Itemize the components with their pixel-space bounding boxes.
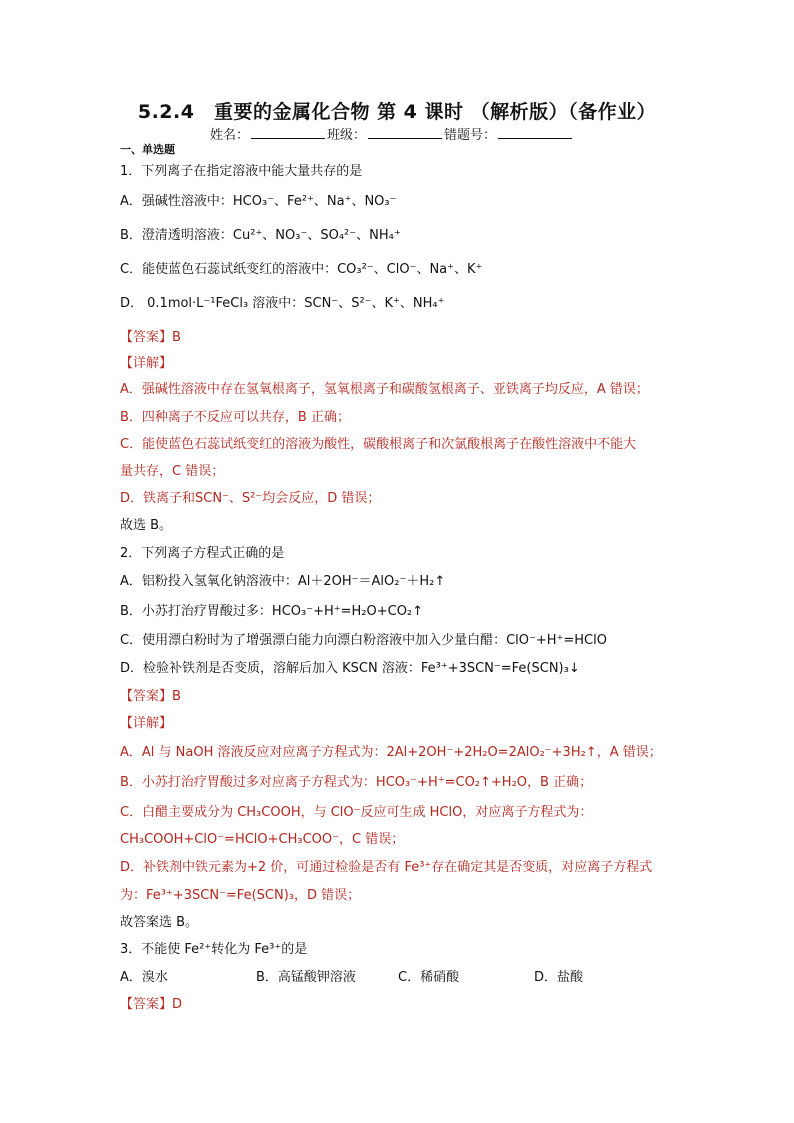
q2-explain-d-line2: 为：Fe³⁺+3SCN⁻=Fe(SCN)₃，D 错误； [120,888,361,903]
q3-answer: 【答案】D [120,997,183,1012]
q2-explain-c-line2: CH₃COOH+ClO⁻=HClO+CH₃COO⁻，C 错误； [120,832,405,847]
q1-answer: 【答案】B [120,330,181,345]
q2-conclusion: 故答案选 B。 [120,915,199,930]
q1-option-b: B．澄清透明溶液：Cu²⁺、NO₃⁻、SO₄²⁻、NH₄⁺ [120,228,401,243]
class-label: 班级： [327,128,367,143]
question-3: 3．不能使 Fe²⁺转化为 Fe³⁺的是 [120,942,308,957]
q1-explain-c-line2: 量共存，C 错误； [120,464,225,479]
q1-detail-heading: 【详解】 [120,356,173,371]
wrong-number-blank [498,126,572,139]
name-blank [251,126,325,139]
q2-option-d: D．检验补铁剂是否变质，溶解后加入 KSCN 溶液：Fe³⁺+3SCN⁻=Fe(SCN)₃↓ [120,661,580,676]
q1-conclusion: 故选 B。 [120,518,173,533]
question-2: 2．下列离子方程式正确的是 [120,546,285,561]
page-title: 5.2.4 重要的金属化合物 第 4 课时 （解析版）（备作业） [137,101,657,123]
q3-option-b: B．高锰酸钾溶液 [256,970,356,985]
q1-explain-d: D．铁离子和SCN⁻、S²⁻均会反应，D 错误； [120,491,381,506]
class-blank [368,126,442,139]
section-heading: 一、单选题 [120,143,175,156]
q2-detail-heading: 【详解】 [120,716,173,731]
q1-explain-c-line1: C．能使蓝色石蕊试纸变红的溶液为酸性，碳酸根离子和次氯酸根离子在酸性溶液中不能大 [120,437,637,452]
q1-option-a: A．强碱性溶液中：HCO₃⁻、Fe²⁺、Na⁺、NO₃⁻ [120,194,397,209]
q1-explain-b: B．四种离子不反应可以共存，B 正确； [120,410,350,425]
q2-answer: 【答案】B [120,689,181,704]
question-1: 1．下列离子在指定溶液中能大量共存的是 [120,164,363,179]
q1-option-d: D． 0.1mol·L⁻¹FeCl₃ 溶液中：SCN⁻、S²⁻、K⁺、NH₄⁺ [120,296,445,311]
student-info-fields [210,124,574,143]
q2-explain-a: A．Al 与 NaOH 溶液反应对应离子方程式为：2Al+2OH⁻+2H₂O=2AlO₂⁻+3H₂↑，A 错误； [120,745,662,760]
q2-option-c: C．使用漂白粉时为了增强漂白能力向漂白粉溶液中加入少量白醋：ClO⁻+H⁺=HClO [120,633,607,648]
name-label: 姓名： [210,128,250,143]
wrong-number-label: 错题号： [444,128,497,143]
q1-option-c: C．能使蓝色石蕊试纸变红的溶液中：CO₃²⁻、ClO⁻、Na⁺、K⁺ [120,262,483,277]
q2-explain-c-line1: C．白醋主要成分为 CH₃COOH，与 ClO⁻反应可生成 HClO，对应离子方程式为： [120,805,593,820]
q2-option-b: B．小苏打治疗胃酸过多：HCO₃⁻+H⁺=H₂O+CO₂↑ [120,604,424,619]
q3-option-d: D．盐酸 [534,970,584,985]
q2-explain-d-line1: D．补铁剂中铁元素为+2 价，可通过检验是否有 Fe³⁺存在确定其是否变质，对应离子方程式 [120,860,653,875]
q3-option-c: C．稀硝酸 [398,970,460,985]
q1-explain-a: A．强碱性溶液中存在氢氧根离子，氢氧根离子和碳酸氢根离子、亚铁离子均反应，A 错误； [120,382,649,397]
q2-explain-b: B．小苏打治疗胃酸过多对应离子方程式为：HCO₃⁻+H⁺=CO₂↑+H₂O，B 正确； [120,775,593,790]
q3-option-a: A．溴水 [120,970,168,985]
q2-option-a: A．铝粉投入氢氧化钠溶液中：Al＋2OH⁻＝AlO₂⁻＋H₂↑ [120,574,446,589]
